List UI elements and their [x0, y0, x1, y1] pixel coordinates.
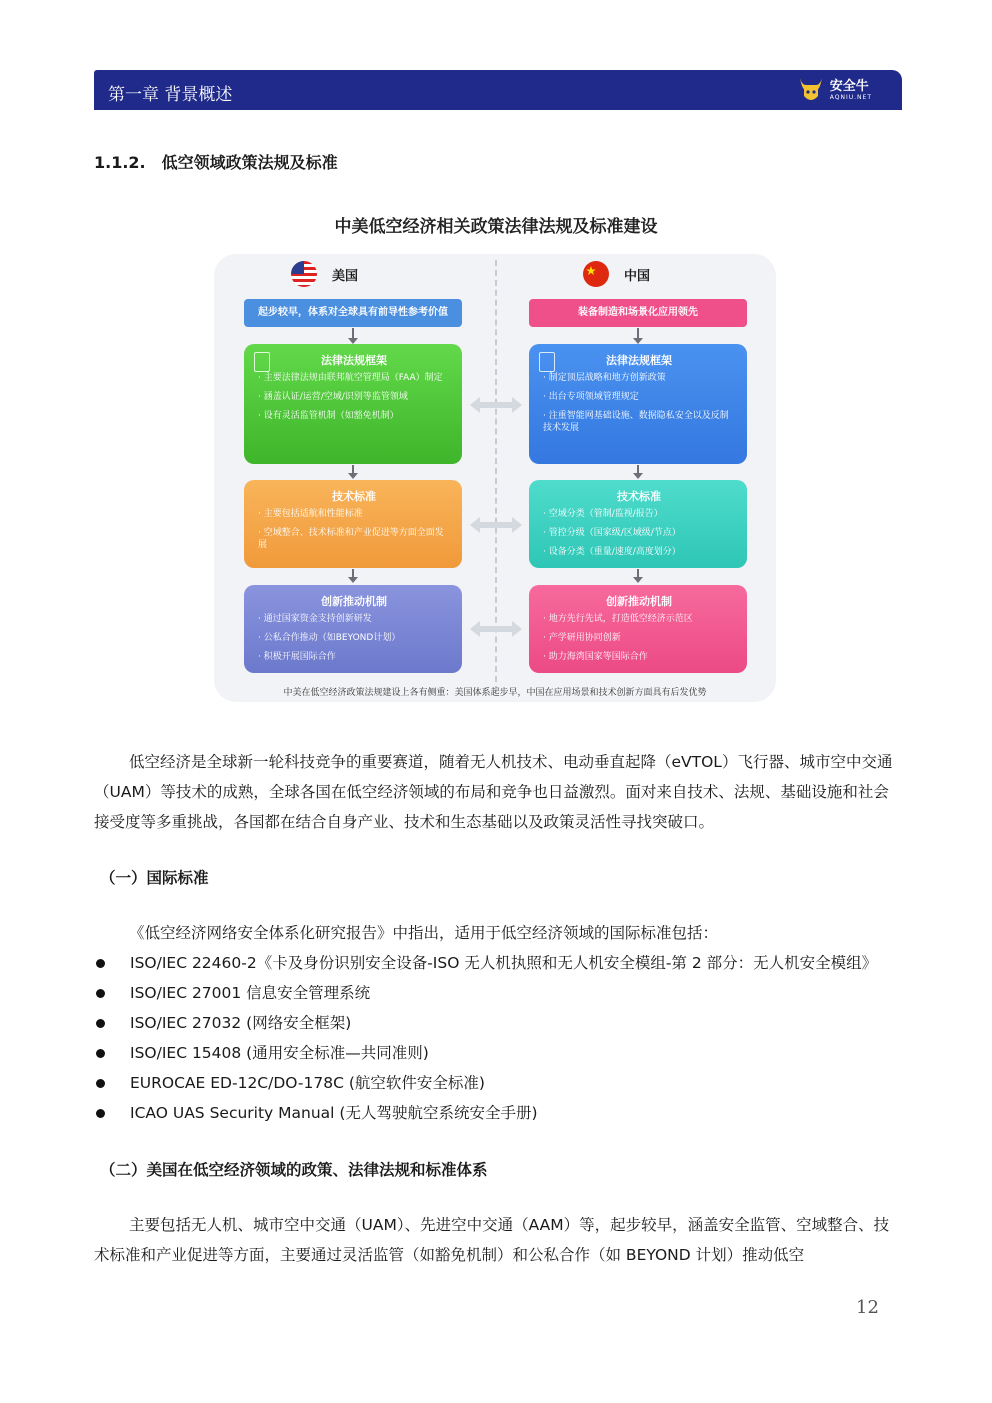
section-title [94, 150, 338, 173]
us-tech-card: 技术标准 · 主要包括适航和性能标准 · 空域整合、技术标准和产业促进等方面全面发展 [244, 480, 462, 568]
page-number: 12 [856, 1297, 879, 1318]
arrow-down [352, 328, 354, 340]
us-legal-card: 法律法规框架 · 主要法律法规由联邦航空管理局（FAA）制定 · 涵盖认证/运营/空域/识别等监管领域 · 设有灵活监管机制（如豁免机制） [244, 344, 462, 464]
us-flag-icon [290, 260, 318, 288]
arrow-down [637, 465, 639, 475]
chapter-title: 第一章 背景概述 [108, 85, 233, 105]
arrow-down [352, 569, 354, 579]
section-number: 1.1.2. [94, 153, 146, 172]
heading-us-policy: （二）美国在低空经济领域的政策、法律法规和标准体系 [100, 1161, 488, 1179]
arrow-down [637, 569, 639, 579]
figure-title: 中美低空经济相关政策法律法规及标准建设 [334, 217, 658, 237]
double-arrow-icon [470, 620, 522, 638]
arrow-down [637, 328, 639, 340]
heading-international-standards: （一）国际标准 [100, 869, 209, 887]
cn-tech-card: 技术标准 · 空域分类（管制/监视/报告） · 管控分级（国家级/区域级/节点） · 设备分类（重量/速度/高度划分） [529, 480, 747, 568]
us-innovation-card: 创新推动机制 · 通过国家资金支持创新研发 · 公私合作推动（如BEYOND计划） · 积极开展国际合作 [244, 585, 462, 673]
list-item: ISO/IEC 22460-2《卡及身份识别安全设备-ISO 无人机执照和无人机安全模组-第 2 部分：无人机安全模组》 [94, 948, 902, 978]
comparison-diagram [214, 254, 776, 702]
ox-head-icon [798, 76, 824, 104]
list-item: ISO/IEC 15408 (通用安全标准—共同准则) [94, 1038, 902, 1068]
document-icon [539, 352, 555, 372]
cn-flag-icon [582, 260, 610, 288]
intro-paragraph: 《低空经济网络安全体系化研究报告》中指出，适用于低空经济领域的国际标准包括： [129, 924, 719, 942]
cn-legal-card: 法律法规框架 · 制定顶层战略和地方创新政策 · 出台专项领域管理规定 · 注重智能网基础设施、数据隐私安全以及反制技术发展 [529, 344, 747, 464]
standards-list [94, 948, 902, 1128]
cn-header: 中国 [582, 260, 650, 288]
list-item: ICAO UAS Security Manual (无人驾驶航空系统安全手册) [94, 1098, 902, 1128]
paragraph-2: 主要包括无人机、城市空中交通（UAM）、先进空中交通（AAM）等，起步较早，涵盖安全监管、空域整合、技术标准和产业促进等方面，主要通过灵活监管（如豁免机制）和公私合作（如 BEYOND 计划）推动低空 [94, 1216, 890, 1264]
cn-innovation-card: 创新推动机制 · 地方先行先试，打造低空经济示范区 · 产学研用协同创新 · 助力海湾国家等国际合作 [529, 585, 747, 673]
list-item: ISO/IEC 27032 (网络安全框架) [94, 1008, 902, 1038]
paragraph-1: 低空经济是全球新一轮科技竞争的重要赛道，随着无人机技术、电动垂直起降（eVTOL）飞行器、城市空中交通（UAM）等技术的成熟，全球各国在低空经济领域的布局和竞争也日益激烈。面对来自技术、法规、基础设施和社会接受度等多重挑战，各国都在结合自身产业、技术和生态基础以及政策灵活性寻找突破口。 [94, 753, 893, 831]
logo-text: 安全牛 AQNIU.NET [829, 78, 872, 101]
us-banner: 起步较早，体系对全球具有前导性参考价值 [244, 299, 462, 327]
section-title-text: 低空领域政策法规及标准 [161, 153, 338, 172]
us-header: 美国 [290, 260, 358, 288]
arrow-down [352, 465, 354, 475]
brand-logo [798, 74, 872, 106]
cn-banner: 装备制造和场景化应用领先 [529, 299, 747, 327]
double-arrow-icon [470, 396, 522, 414]
document-icon [254, 352, 270, 372]
list-item: ISO/IEC 27001 信息安全管理系统 [94, 978, 902, 1008]
list-item: EUROCAE ED-12C/DO-178C (航空软件安全标准) [94, 1068, 902, 1098]
double-arrow-icon [470, 516, 522, 534]
header-bar [94, 70, 902, 110]
figure-caption: 中美在低空经济政策法规建设上各有侧重：美国体系起步早，中国在应用场景和技术创新方面具有后发优势 [283, 688, 707, 698]
